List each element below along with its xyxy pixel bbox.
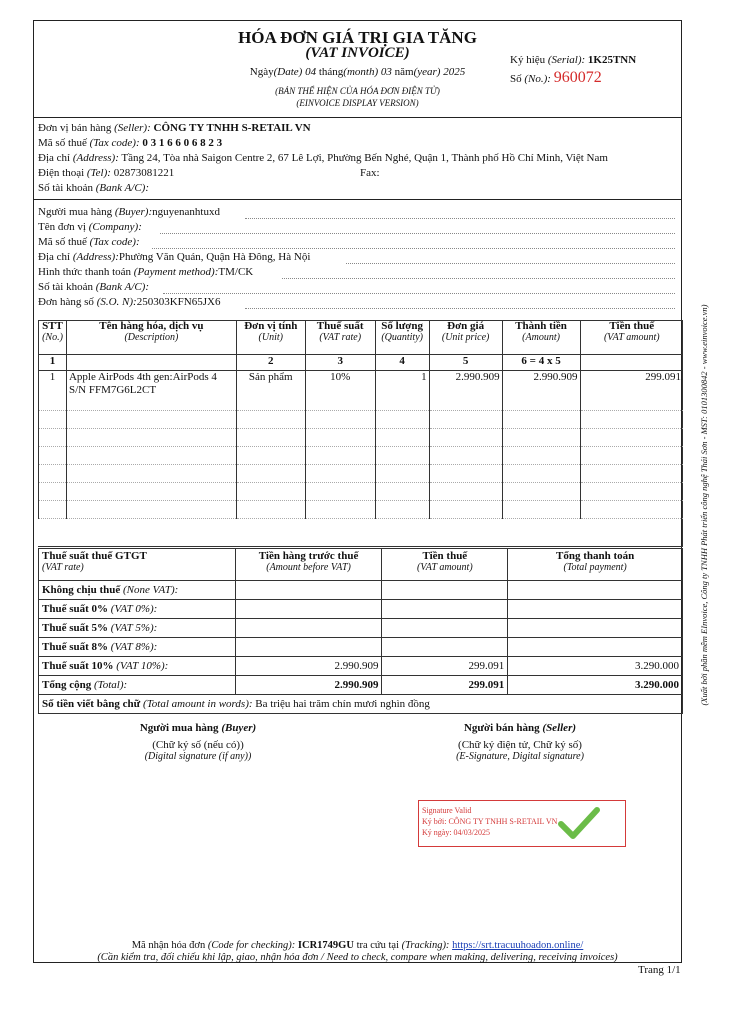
- header-vat-amount: Tiền thuế (VAT amount): [580, 320, 683, 354]
- table-row: 1 Apple AirPods 4th gen:AirPods 4 S/N FFM7G6L2CT Sản phẩm 10% 1 2.990.909 2.990.909 299.091: [39, 370, 684, 410]
- seller-fax: Fax:: [360, 167, 380, 179]
- seller-address: Địa chỉ (Address): Tầng 24, Tòa nhà Saigon Centre 2, 67 Lê Lợi, Phường Bến Nghé, Quận 1, Thành phố Hồ Chí Minh, Việt Nam: [38, 152, 608, 164]
- summary-row-vat0: Thuế suất 0% (VAT 0%):: [39, 600, 683, 619]
- header-no: STT (No.): [39, 320, 67, 354]
- software-note: (Xuất bởi phần mềm EInvoice, Công ty TNHH Phát triển công nghệ Thái Sơn - MST: 0101300842 - www.einvoice.vn): [699, 304, 709, 706]
- stamp-signed-by: Ký bởi: CÔNG TY TNHH S-RETAIL VN: [422, 817, 558, 826]
- seller-bank: Số tài khoản (Bank A/C):: [38, 182, 150, 194]
- invoice-title: HÓA ĐƠN GIÁ TRỊ GIA TĂNG: [238, 28, 477, 47]
- header-unit: Đơn vị tính (Unit): [236, 320, 305, 354]
- header-unit-price: Đơn giá (Unit price): [429, 320, 502, 354]
- invoice-number: Số (No.): 960072: [510, 69, 602, 86]
- summary-row-none-vat: Không chịu thuế (None VAT):: [39, 581, 683, 600]
- dotted-line: [152, 248, 675, 249]
- checkmark-icon: [558, 806, 600, 840]
- dotted-line: [245, 218, 675, 219]
- seller-phone: Điện thoại (Tel): 02873081221: [38, 167, 175, 179]
- empty-row: [39, 500, 684, 518]
- tracking-link[interactable]: https://srt.tracuuhoadon.online/: [452, 940, 584, 951]
- header-amount: Thành tiền (Amount): [502, 320, 580, 354]
- empty-row: [39, 410, 684, 428]
- dotted-line: [245, 308, 675, 309]
- summary-header: Thuế suất thuế GTGT (VAT rate) Tiền hàng trước thuế (Amount before VAT) Tiền thuế (VAT amount) Tổng thanh toán (Total payment): [39, 549, 683, 581]
- summary-row-words: Số tiền viết bằng chữ (Total amount in words): Ba triệu hai trăm chín mươi nghìn đồng: [39, 695, 683, 714]
- dotted-line: [160, 233, 675, 234]
- page-number: Trang 1/1: [638, 964, 681, 976]
- dotted-line: [282, 278, 675, 279]
- display-version-en: (EINVOICE DISPLAY VERSION): [296, 98, 419, 108]
- empty-row: [39, 446, 684, 464]
- items-header-row: [39, 320, 684, 354]
- buyer-signature-block: Người mua hàng (Buyer) (Chữ ký số (nếu có)) (Digital signature (if any)): [139, 722, 257, 762]
- checking-code: Mã nhận hóa đơn (Code for checking): ICR1749GU tra cứu tại (Tracking): https://srt.tracuuhoadon.online/: [131, 940, 584, 951]
- summary-row-vat5: Thuế suất 5% (VAT 5%):: [39, 619, 683, 638]
- buyer-company: Tên đơn vị (Company):: [38, 221, 142, 233]
- footer-note: (Cần kiểm tra, đối chiếu khi lập, giao, nhận hóa đơn / Need to check, compare when making, delivering, receiving invoices): [97, 952, 618, 963]
- invoice-date: Ngày(Date) 04 tháng(month) 03 năm(year) 2025: [249, 66, 466, 78]
- buyer-tax-code: Mã số thuế (Tax code):: [38, 236, 140, 248]
- dotted-line: [346, 263, 675, 264]
- empty-row: [39, 482, 684, 500]
- summary-table: [38, 548, 683, 714]
- header-description: Tên hàng hóa, dịch vụ (Description): [66, 320, 236, 354]
- items-table: [38, 320, 683, 519]
- serial: Ký hiệu (Serial): 1K25TNN: [510, 54, 637, 66]
- invoice-title-en: (VAT INVOICE): [305, 45, 410, 61]
- dotted-line: [163, 293, 675, 294]
- buyer-payment: Hình thức thanh toán (Payment method):TM/CK: [38, 266, 254, 278]
- buyer-name: Người mua hàng (Buyer):nguyenanhtuxd: [38, 206, 220, 218]
- display-version-vn: (BẢN THỂ HIỆN CỦA HÓA ĐƠN ĐIỆN TỬ): [275, 86, 440, 96]
- seller-tax-code: Mã số thuế (Tax code): 0 3 1 6 6 0 6 8 2 3: [38, 137, 223, 149]
- seller-signature-block: Người bán hàng (Seller) (Chữ ký điện tử, Chữ ký số) (E-Signature, Digital signature): [456, 722, 584, 762]
- buyer-address: Địa chỉ (Address):Phường Văn Quán, Quận Hà Đông, Hà Nội: [38, 251, 311, 263]
- summary-row-vat8: Thuế suất 8% (VAT 8%):: [39, 638, 683, 657]
- stamp-signed-date: Ký ngày: 04/03/2025: [422, 828, 490, 837]
- divider: [33, 199, 682, 200]
- index-row: 1 2 3 4 5 6 = 4 x 5: [39, 354, 684, 370]
- stamp-status: Signature Valid: [422, 806, 472, 815]
- buyer-bank: Số tài khoản (Bank A/C):: [38, 281, 150, 293]
- buyer-order: Đơn hàng số (S.O. N):250303KFN65JX6: [38, 296, 221, 308]
- seller-name: Đơn vị bán hàng (Seller): CÔNG TY TNHH S-RETAIL VN: [38, 122, 311, 134]
- empty-row: [39, 464, 684, 482]
- empty-row: [39, 428, 684, 446]
- divider: [33, 117, 682, 118]
- header-vat-rate: Thuế suất (VAT rate): [305, 320, 375, 354]
- summary-row-total: Tổng cộng (Total): 2.990.909 299.091 3.290.000: [39, 676, 683, 695]
- header-quantity: Số lượng (Quantity): [375, 320, 429, 354]
- summary-row-vat10: Thuế suất 10% (VAT 10%): 2.990.909 299.091 3.290.000: [39, 657, 683, 676]
